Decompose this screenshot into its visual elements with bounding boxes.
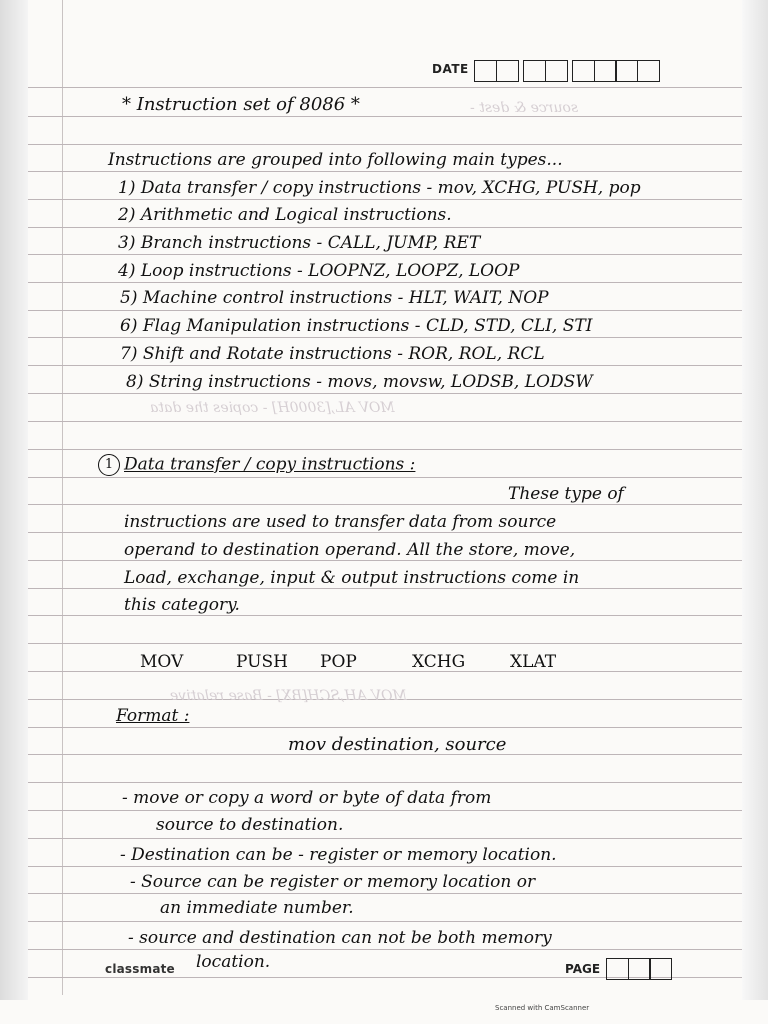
- mnemonic: MOV: [140, 652, 184, 672]
- bullet-line: - Source can be register or memory location or: [130, 872, 536, 892]
- ruled-line: [28, 116, 742, 117]
- ruled-line: [28, 782, 742, 783]
- type-item-6: 6) Flag Manipulation instructions - CLD, STD, CLI, STI: [120, 316, 593, 336]
- mnemonic: PUSH: [236, 652, 288, 672]
- ruled-line: [28, 421, 742, 422]
- bullet-line: an immediate number.: [160, 898, 354, 918]
- ruled-line: [28, 144, 742, 145]
- ruled-line: [28, 643, 742, 644]
- mnemonic: XCHG: [412, 652, 466, 672]
- intro-line: Instructions are grouped into following main types...: [108, 150, 563, 170]
- ruled-line: [28, 893, 742, 894]
- scanner-watermark: Scanned with CamScanner: [495, 1004, 590, 1012]
- bullet-line: - move or copy a word or byte of data from: [122, 788, 492, 808]
- section-heading-text: Data transfer / copy instructions :: [124, 454, 416, 475]
- ruled-line: [28, 588, 742, 589]
- ruled-line: [28, 477, 742, 478]
- ruled-line: [28, 532, 742, 533]
- type-item-5: 5) Machine control instructions - HLT, WAIT, NOP: [120, 288, 549, 308]
- ruled-line: [28, 504, 742, 505]
- page-number-boxes: [606, 958, 671, 980]
- page-shadow-left: [0, 0, 28, 1000]
- page-title: * Instruction set of 8086 *: [122, 94, 360, 115]
- ruled-line: [28, 727, 742, 728]
- type-item-8: 8) String instructions - movs, movsw, LODSB, LODSW: [126, 372, 593, 392]
- bullet-line: location.: [196, 952, 271, 972]
- ruled-line: [28, 365, 742, 366]
- format-syntax: mov destination, source: [288, 734, 507, 755]
- ruled-line: [28, 560, 742, 561]
- type-item-3: 3) Branch instructions - CALL, JUMP, RET: [118, 233, 481, 253]
- brand-logo: classmate: [105, 962, 175, 976]
- type-item-1: 1) Data transfer / copy instructions - mov, XCHG, PUSH, pop: [118, 178, 641, 198]
- mnemonic: XLAT: [510, 652, 557, 672]
- type-item-7: 7) Shift and Rotate instructions - ROR, ROL, RCL: [120, 344, 545, 364]
- ruled-line: [28, 949, 742, 950]
- description-line: operand to destination operand. All the store, move,: [124, 540, 576, 560]
- ruled-line: [28, 838, 742, 839]
- bullet-line: source to destination.: [156, 815, 344, 835]
- ruled-line: [28, 615, 742, 616]
- type-item-2: 2) Arithmetic and Logical instructions.: [118, 205, 452, 225]
- ruled-line: [28, 671, 742, 672]
- mnemonic: POP: [320, 652, 357, 672]
- ruled-line: [28, 227, 742, 228]
- description-line: These type of: [508, 484, 624, 504]
- ruled-line: [28, 282, 742, 283]
- description-line: Load, exchange, input & output instructions come in: [124, 568, 580, 588]
- page-label: PAGE: [565, 962, 601, 976]
- bleed-through-text: source & dest -: [470, 100, 579, 116]
- date-label: DATE: [432, 62, 469, 76]
- section-number-badge: 1: [98, 454, 120, 476]
- ruled-line: [28, 810, 742, 811]
- description-line: instructions are used to transfer data from source: [124, 512, 557, 532]
- margin-line: [62, 0, 63, 995]
- ruled-line: [28, 921, 742, 922]
- ruled-line: [28, 87, 742, 88]
- ruled-line: [28, 449, 742, 450]
- bleed-through-text: MOV AL,[3000H] - copies the data: [150, 400, 395, 416]
- page-shadow-right: [742, 0, 768, 1000]
- ruled-line: [28, 393, 742, 394]
- bullet-line: - Destination can be - register or memory location.: [120, 845, 557, 865]
- date-boxes: [474, 60, 658, 82]
- ruled-line: [28, 337, 742, 338]
- description-line: this category.: [124, 595, 240, 615]
- ruled-line: [28, 171, 742, 172]
- ruled-line: [28, 254, 742, 255]
- bleed-through-text: MOV AH,SCH[BX] - Base relative: [170, 688, 407, 704]
- format-label: Format :: [116, 706, 190, 726]
- ruled-line: [28, 199, 742, 200]
- section-heading: [98, 454, 415, 476]
- type-item-4: 4) Loop instructions - LOOPNZ, LOOPZ, LOOP: [118, 261, 520, 281]
- ruled-line: [28, 866, 742, 867]
- bullet-line: - source and destination can not be both memory: [128, 928, 552, 948]
- ruled-line: [28, 310, 742, 311]
